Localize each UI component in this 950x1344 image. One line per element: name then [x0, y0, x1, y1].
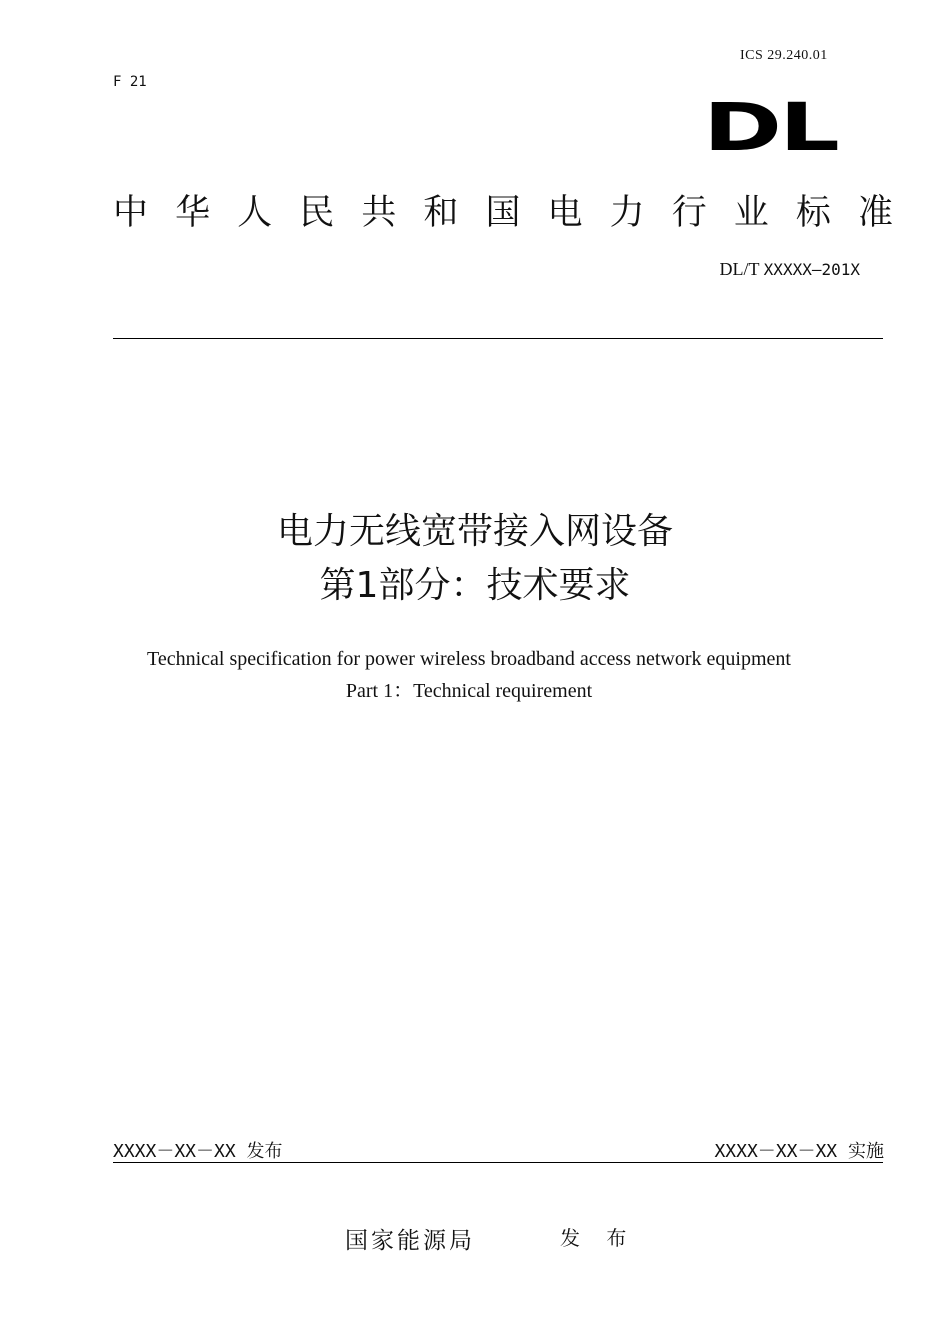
top-divider [113, 338, 883, 339]
publisher-name: 国家能源局 [345, 1228, 475, 1254]
industry-title-char: 标 [795, 193, 831, 233]
chinese-title-line1: 电力无线宽带接入网设备 [276, 511, 673, 552]
dl-logo [703, 96, 843, 156]
industry-title-char: 业 [733, 193, 769, 233]
industry-title-char: 中 [113, 193, 149, 233]
english-title-line2: Part 1：Technical requirement [345, 680, 593, 702]
bottom-divider [113, 1162, 883, 1163]
industry-standard-title [113, 185, 893, 235]
english-title-line1: Technical specification for power wireless broadband access network equipment [147, 648, 791, 670]
industry-title-char: 力 [609, 193, 645, 233]
industry-title-char: 民 [299, 193, 335, 233]
industry-title-char: 和 [423, 193, 459, 233]
industry-title-char: 准 [857, 193, 893, 233]
standard-prefix: DL/T [719, 259, 760, 279]
industry-title-char: 国 [485, 193, 521, 233]
ics-code: ICS 29.240.01 [740, 48, 828, 63]
chinese-title [0, 505, 950, 613]
ccs-code: F 21 [113, 74, 147, 90]
standard-number [720, 259, 861, 280]
chinese-title-line2: 第1部分：技术要求 [319, 565, 631, 606]
english-title [0, 643, 938, 707]
publish-date: XXXX－XX－XX 发布 [113, 1141, 283, 1162]
standard-code: XXXXX—201X [763, 260, 860, 279]
industry-title-char: 共 [361, 193, 397, 233]
industry-title-char: 人 [237, 193, 273, 233]
industry-title-char: 行 [671, 193, 707, 233]
dl-logo-text: DL [703, 96, 839, 156]
implement-date: XXXX－XX－XX 实施 [714, 1141, 884, 1162]
publish-label: 发 布 [560, 1226, 637, 1250]
industry-title-char: 电 [547, 193, 583, 233]
industry-title-char: 华 [175, 193, 211, 233]
